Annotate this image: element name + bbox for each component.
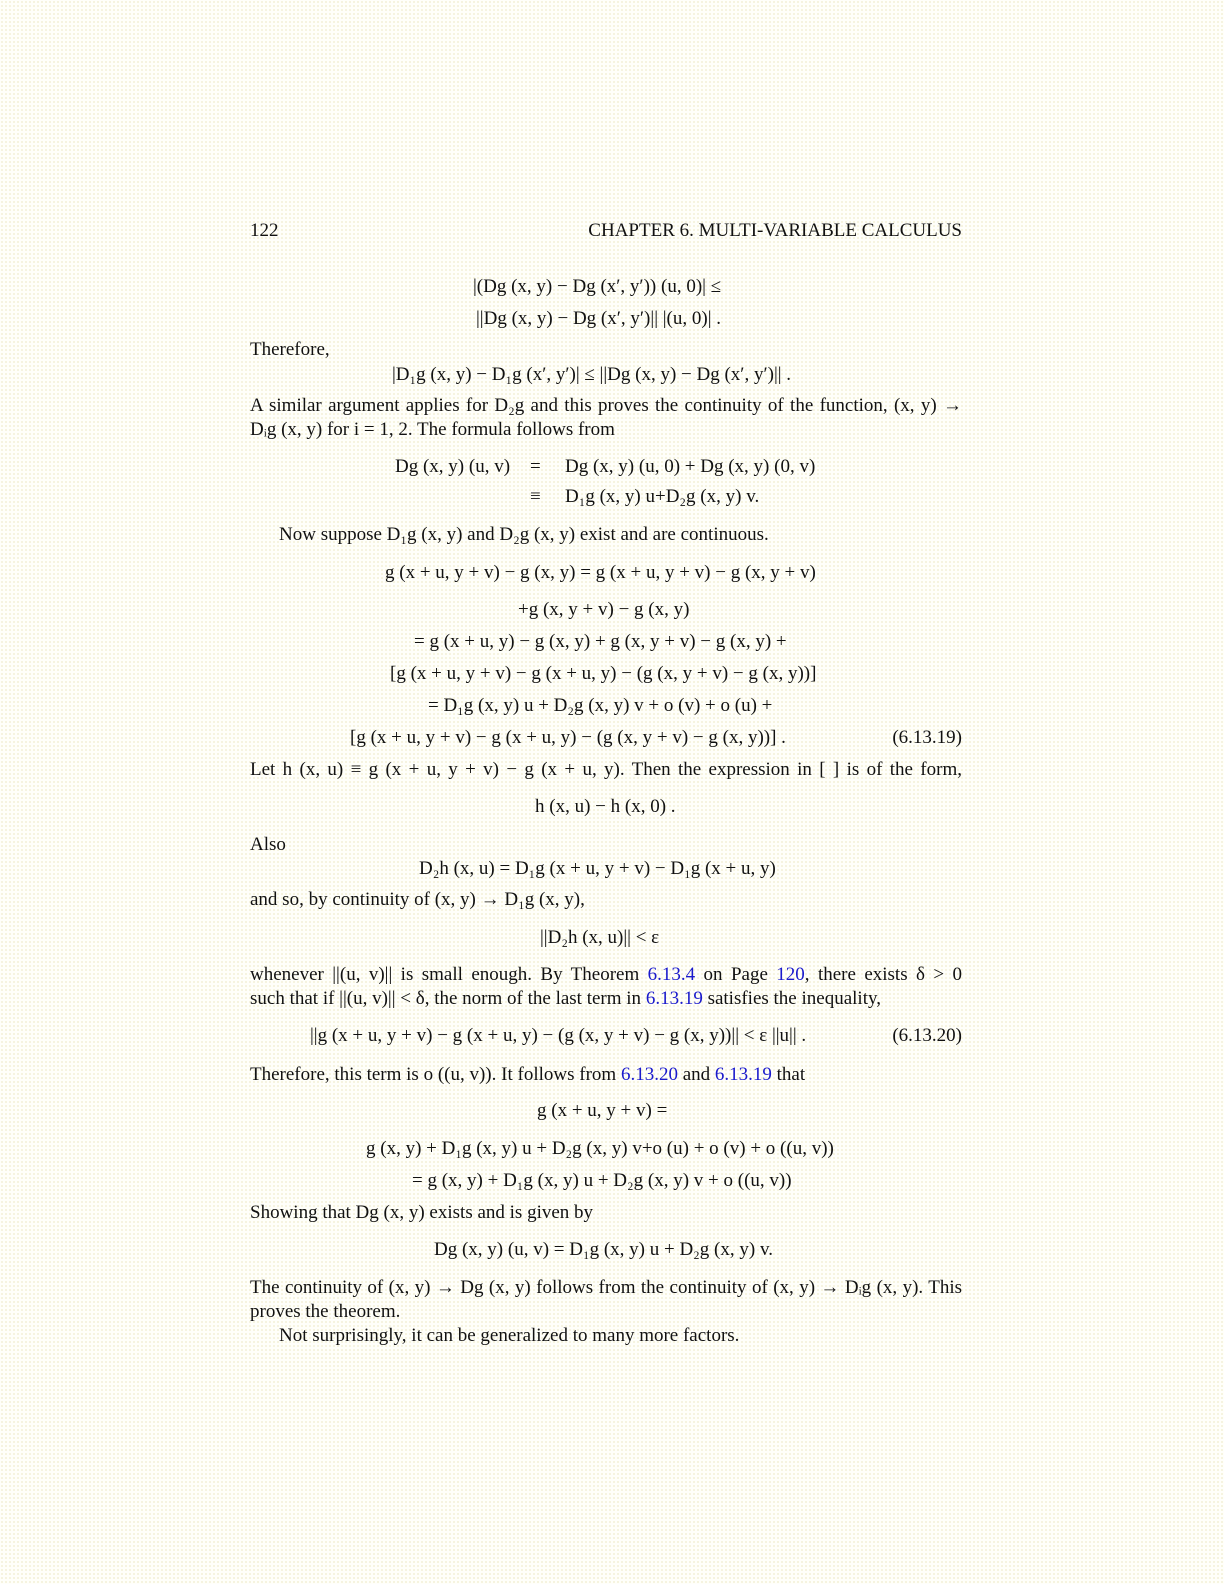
equation-line: g (x, y) + D₁g (x, y) u + D₂g (x, y) v+o (u) + o (v) + o ((u, v)) [366, 1138, 834, 1159]
text-segment: , there exists δ > 0 [804, 964, 962, 985]
text-segment: such that if ||(u, v)|| < δ, the norm of the last term in [250, 988, 646, 1009]
equation-line: = g (x + u, y) − g (x, y) + g (x, y + v) − g (x, y) + [414, 631, 787, 652]
equation-line: |D₁g (x, y) − D₁g (x′, y′)| ≤ ||Dg (x, y) − Dg (x′, y′)|| . [392, 364, 792, 385]
text-segment: on Page [695, 964, 777, 985]
equation-rhs: Dg (x, y) (u, 0) + Dg (x, y) (0, v) [565, 456, 816, 477]
running-header: CHAPTER 6. MULTI-VARIABLE CALCULUS [588, 220, 962, 241]
text-line: A similar argument applies for D₂g and this proves the continuity of the function, (x, y) → [250, 395, 962, 416]
equation-link[interactable]: 6.13.19 [714, 1064, 772, 1085]
equation-equals: = [530, 456, 541, 477]
text-line [250, 1064, 805, 1086]
equation-line: = g (x, y) + D₁g (x, y) u + D₂g (x, y) v + o ((u, v)) [412, 1170, 792, 1191]
text-line: Dᵢg (x, y) for i = 1, 2. The formula follows from [250, 419, 615, 440]
equation-line: [g (x + u, y + v) − g (x + u, y) − (g (x, y + v) − g (x, y))] . [350, 727, 786, 748]
equation-line: g (x + u, y + v) = [537, 1100, 668, 1121]
text-line [250, 964, 962, 986]
text-segment: whenever ||(u, v)|| is small enough. By Theorem [250, 964, 648, 985]
text-line: proves the theorem. [250, 1301, 401, 1322]
equation-rhs: D₁g (x, y) u+D₂g (x, y) v. [565, 486, 760, 507]
equation-line: ||g (x + u, y + v) − g (x + u, y) − (g (x, y + v) − g (x, y))|| < ε ||u|| . [310, 1025, 807, 1046]
text-segment: satisfies the inequality, [702, 988, 881, 1009]
equation-line: g (x + u, y + v) − g (x, y) = g (x + u, y + v) − g (x, y + v) [385, 562, 816, 583]
equation-lhs: Dg (x, y) (u, v) [395, 456, 511, 477]
equation-line: ||Dg (x, y) − Dg (x′, y′)|| |(u, 0)| . [476, 308, 722, 329]
theorem-link[interactable]: 6.13.4 [647, 964, 696, 985]
equation-number: (6.13.19) [892, 727, 962, 748]
text-line: Now suppose D₁g (x, y) and D₂g (x, y) exist and are continuous. [279, 524, 769, 545]
equation-line: [g (x + u, y + v) − g (x + u, y) − (g (x, y + v) − g (x, y))] [390, 663, 817, 684]
equation-equiv: ≡ [530, 486, 541, 507]
text-line: and so, by continuity of (x, y) → D₁g (x, y), [250, 889, 585, 910]
equation-line: = D₁g (x, y) u + D₂g (x, y) v + o (v) + o (u) + [428, 695, 773, 716]
equation-link[interactable]: 6.13.20 [620, 1064, 678, 1085]
equation-link[interactable]: 6.13.19 [645, 988, 703, 1009]
text-line [250, 988, 881, 1010]
page-number: 122 [250, 220, 279, 241]
text-line: Not surprisingly, it can be generalized to many more factors. [279, 1325, 740, 1346]
equation-line: +g (x, y + v) − g (x, y) [518, 599, 690, 620]
equation-number: (6.13.20) [892, 1025, 962, 1046]
text-line: The continuity of (x, y) → Dg (x, y) follows from the continuity of (x, y) → Dᵢg (x, y). This [250, 1277, 962, 1298]
equation-line: h (x, u) − h (x, 0) . [535, 796, 676, 817]
equation-line: |(Dg (x, y) − Dg (x′, y′)) (u, 0)| ≤ [473, 276, 722, 297]
page-link[interactable]: 120 [776, 964, 805, 985]
text-segment: and [677, 1064, 715, 1085]
text-line: Also [250, 834, 286, 855]
text-line: Let h (x, u) ≡ g (x + u, y + v) − g (x + u, y). Then the expression in [ ] is of the form, [250, 759, 962, 780]
text-segment: Therefore, this term is o ((u, v)). It follows from [250, 1064, 621, 1085]
text-line: Showing that Dg (x, y) exists and is given by [250, 1202, 594, 1223]
text-line: Therefore, [250, 339, 330, 360]
equation-line: D₂h (x, u) = D₁g (x + u, y + v) − D₁g (x + u, y) [419, 858, 776, 879]
equation-line: ||D₂h (x, u)|| < ε [540, 927, 660, 948]
equation-line: Dg (x, y) (u, v) = D₁g (x, y) u + D₂g (x, y) v. [434, 1239, 773, 1260]
text-segment: that [771, 1064, 806, 1085]
